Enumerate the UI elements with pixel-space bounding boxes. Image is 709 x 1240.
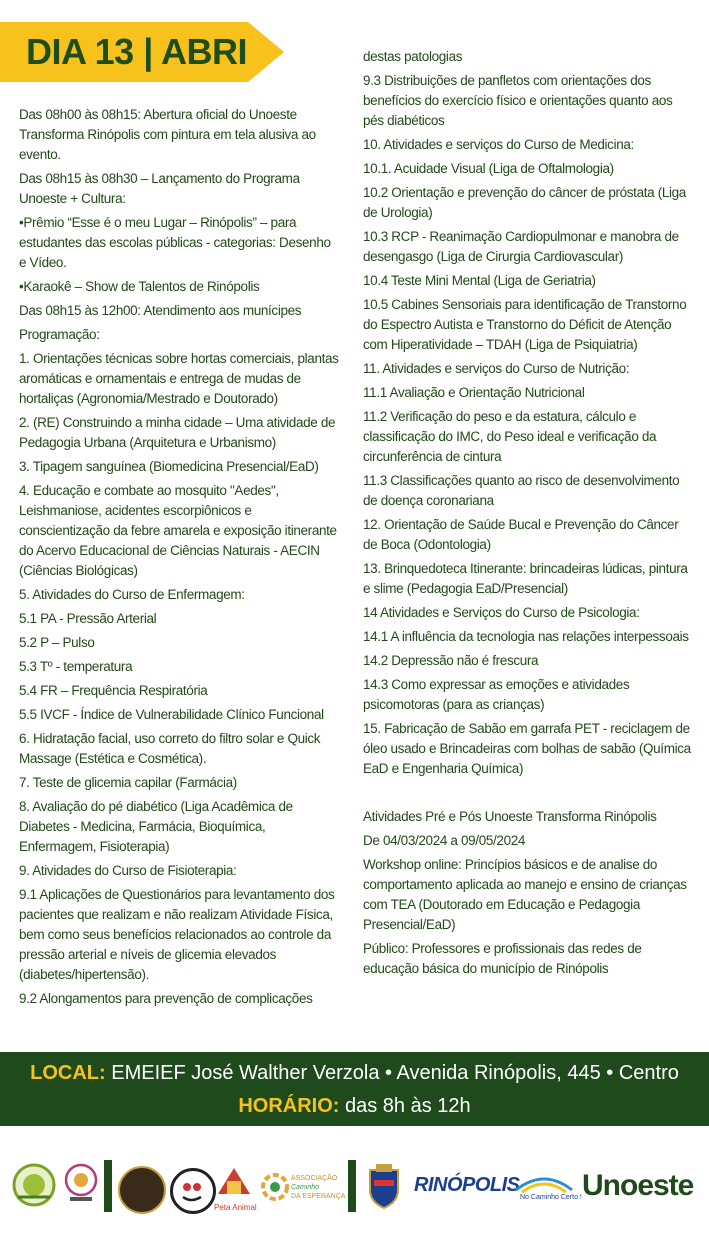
schedule-item: 2. (RE) Construindo a minha cidade – Uma atividade de Pedagogia Urbana (Arquitetura e Urbanismo) (19, 415, 336, 450)
day-banner (0, 22, 269, 82)
location-footer (0, 1052, 709, 1126)
schedule-value: das 8h às 12h (339, 1095, 471, 1117)
schedule-item: 11.3 Classificações quanto ao risco de desenvolvimento de doença coronariana (363, 473, 680, 508)
schedule-item: 10.3 RCP - Reanimação Cardiopulmonar e manobra de desengasgo (Liga de Cirurgia Cardiovascular) (363, 229, 679, 264)
banner-title: DIA 13 | ABRIL (26, 31, 269, 72)
extra-section-workshop: Workshop online: Princípios básicos e de analise do comportamento aplicada ao manejo e ensino de crianças com TEA (Doutorado em Educação e Pedagogia Presencial/EaD) (363, 857, 687, 932)
logo-municipal-crest (364, 1162, 404, 1210)
schedule-item: 14 Atividades e Serviços do Curso de Psicologia: (363, 605, 640, 620)
schedule-line (0, 1093, 709, 1119)
schedule-item: destas patologias (363, 49, 463, 64)
schedule-item: 12. Orientação de Saúde Bucal e Prevenção do Câncer de Boca (Odontologia) (363, 517, 679, 552)
schedule-item: 5. Atividades do Curso de Enfermagem: (19, 587, 245, 602)
logo-mascot (170, 1168, 216, 1214)
schedule-item: 8. Avaliação do pé diabético (Liga Acadêmica de Diabetes - Medicina, Farmácia, Bioquímica, Enfermagem, Fisioterapia) (19, 799, 293, 854)
schedule-item: Das 08h15 às 08h30 – Lançamento do Programa Unoeste + Cultura: (19, 171, 300, 206)
rinopolis-wordmark: RINÓPOLIS (414, 1174, 520, 1196)
schedule-item: Programação: (19, 327, 100, 342)
schedule-item: Das 08h15 às 12h00: Atendimento aos munícipes (19, 303, 302, 318)
schedule-item: 10.4 Teste Mini Mental (Liga de Geriatria) (363, 273, 596, 288)
extra-section-title: Atividades Pré e Pós Unoeste Transforma Rinópolis (363, 809, 657, 824)
logo-seal-green (12, 1163, 56, 1207)
logo-associacao (260, 1170, 344, 1206)
schedule-item: 14.3 Como expressar as emoções e atividades psicomotoras (para as crianças) (363, 677, 630, 712)
divider (104, 1160, 112, 1212)
schedule-item: •Prêmio “Esse é o meu Lugar – Rinópolis” – para estudantes das escolas públicas - categorias: Desenho e Vídeo. (19, 215, 331, 270)
schedule-item: 13. Brinquedoteca Itinerante: brincadeiras lúdicas, pintura e slime (Pedagogia EaD/Presencial) (363, 561, 688, 596)
schedule-item: •Karaokê – Show de Talentos de Rinópolis (19, 279, 260, 294)
associacao-line-3: DA ESPERANÇA (291, 1193, 346, 1200)
extra-section-dates: De 04/03/2024 a 09/05/2024 (363, 833, 526, 848)
schedule-item: 9.2 Alongamentos para prevenção de complicações (19, 991, 313, 1006)
schedule-item: 11. Atividades e serviços do Curso de Nutrição: (363, 361, 630, 376)
associacao-line-1: ASSOCIAÇÃO (291, 1175, 338, 1182)
location-label: LOCAL: (30, 1062, 106, 1084)
schedule-item: 9.3 Distribuições de panfletos com orientações dos benefícios do exercício físico e orientações quanto aos pés diabéticos (363, 73, 673, 128)
schedule-item: 14.1 A influência da tecnologia nas relações interpessoais (363, 629, 689, 644)
schedule-label: HORÁRIO: (238, 1095, 340, 1117)
schedule-item: 1. Orientações técnicas sobre hortas comerciais, plantas aromáticas e ornamentais e entrega de mudas de hortaliças (Agronomia/Mestrado e Doutorado) (19, 351, 339, 406)
location-line (0, 1060, 709, 1086)
schedule-item: 5.5 IVCF - Índice de Vulnerabilidade Clínico Funcional (19, 707, 324, 722)
location-value: EMEIEF José Walther Verzola • Avenida Rinópolis, 445 • Centro (105, 1062, 679, 1084)
logo-unoeste (582, 1168, 698, 1204)
schedule-item: 6. Hidratação facial, uso correto do filtro solar e Quick Massage (Estética e Cosmética). (19, 731, 321, 766)
schedule-item: 9.1 Aplicações de Questionários para levantamento dos pacientes que realizam e não realizam Atividade Física, bem como seus benefícios relacionados ao controle da pressão arterial e níveis de glicemia elevados (diabetes/hipertensão). (19, 887, 335, 982)
logo-rinopolis (414, 1172, 582, 1206)
schedule-item: 15. Fabricação de Sabão em garrafa PET - reciclagem de óleo usado e Brincadeiras com bolhas de sabão (Química EaD e Engenharia Química) (363, 721, 691, 776)
schedule-item: 11.1 Avaliação e Orientação Nutricional (363, 385, 585, 400)
schedule-item: 10. Atividades e serviços do Curso de Medicina: (363, 137, 634, 152)
schedule-item: 4. Educação e combate ao mosquito "Aedes", Leishmaniose, acidentes escorpiônicos e conscientização da febre amarela e exposição itinerante do Acervo Educacional de Ciências Naturais - AECIN (Ciências Biológicas) (19, 483, 337, 578)
schedule-item: Das 08h00 às 08h15: Abertura oficial do Unoeste Transforma Rinópolis com pintura em tela alusiva ao evento. (19, 107, 316, 162)
schedule-item: 5.1 PA - Pressão Arterial (19, 611, 157, 626)
schedule-item: 5.4 FR – Frequência Respiratória (19, 683, 208, 698)
schedule-item: 10.1. Acuidade Visual (Liga de Oftalmologia) (363, 161, 614, 176)
logo-brown-seal (118, 1166, 166, 1214)
rinopolis-tagline: No Caminho Certo ! (520, 1194, 582, 1201)
schedule-item: 10.2 Orientação e prevenção do câncer de próstata (Liga de Urologia) (363, 185, 686, 220)
schedule-item: 5.2 P – Pulso (19, 635, 95, 650)
divider (348, 1160, 356, 1212)
banner-arrow (248, 22, 284, 82)
peta-animal-label: Peta Animal (214, 1203, 257, 1212)
schedule-item: 10.5 Cabines Sensoriais para identificação de Transtorno do Espectro Autista e Transtorno do Déficit de Atenção com Hiperatividade – TDAH (Liga de Psiquiatria) (363, 297, 687, 352)
schedule-item: 14.2 Depressão não é frescura (363, 653, 539, 668)
schedule-item: 11.2 Verificação do peso e da estatura, cálculo e classificação do IMC, do Peso ideal e verificação da circunferência de cintura (363, 409, 657, 464)
associacao-line-2: Caminho (291, 1184, 320, 1191)
logo-round-emblem (64, 1163, 98, 1203)
extra-section-audience: Público: Professores e profissionais das redes de educação básica do município de Rinópolis (363, 941, 642, 976)
unoeste-wordmark: Unoeste (582, 1169, 694, 1202)
schedule-item: 5.3 Tº - temperatura (19, 659, 133, 674)
schedule-item: 7. Teste de glicemia capilar (Farmácia) (19, 775, 237, 790)
logo-peta-animal (214, 1164, 257, 1212)
left-column (19, 105, 341, 1013)
right-column (363, 47, 693, 983)
schedule-item: 3. Tipagem sanguínea (Biomedicina Presencial/EaD) (19, 459, 319, 474)
schedule-item: 9. Atividades do Curso de Fisioterapia: (19, 863, 237, 878)
